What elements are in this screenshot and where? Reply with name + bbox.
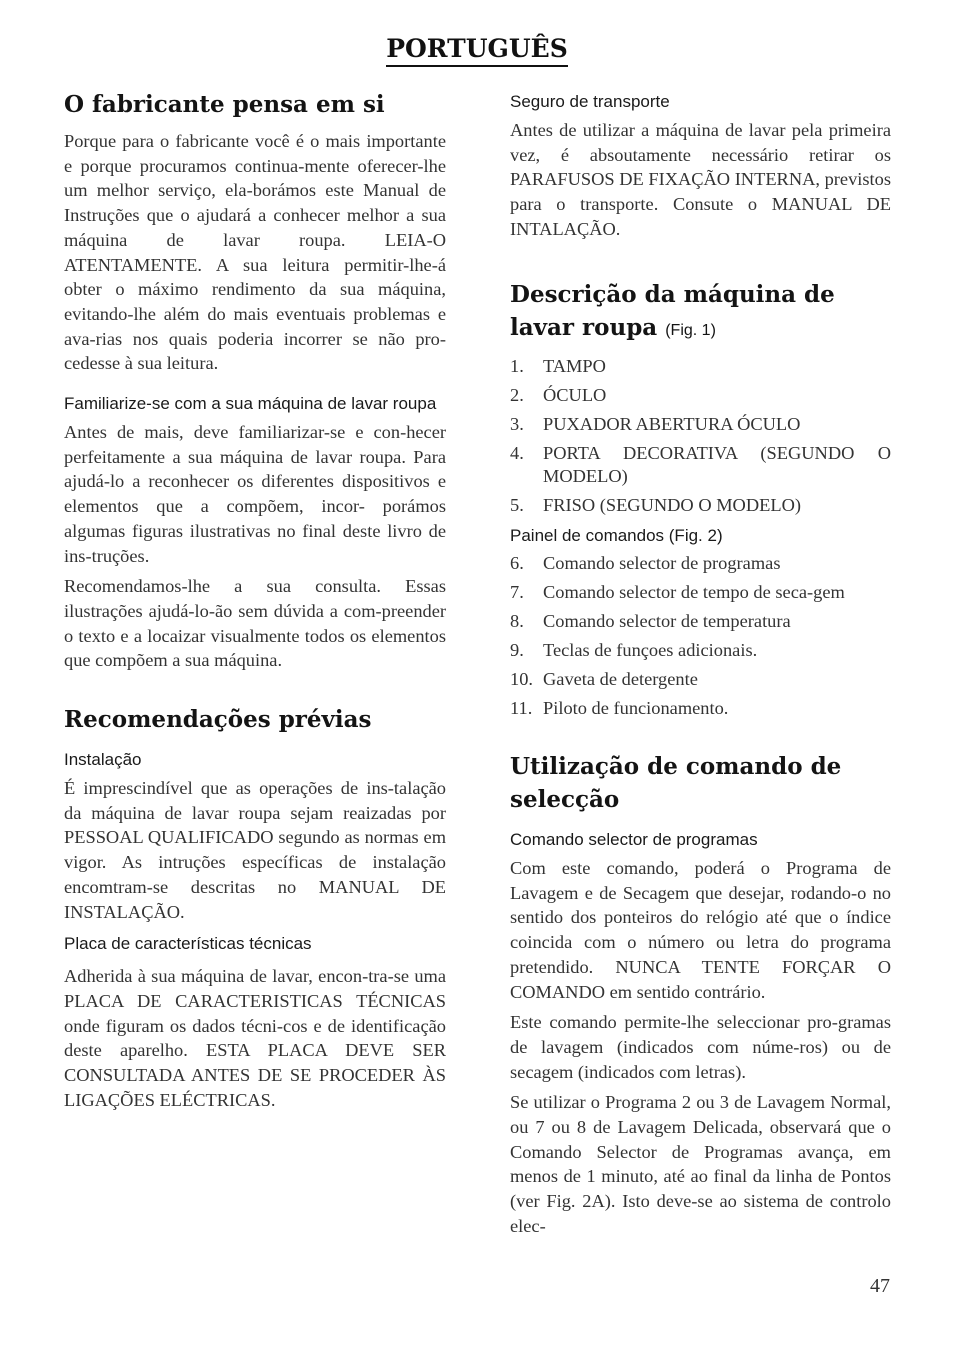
heading-descricao: Descrição da máquina de lavar roupa (Fig. 1) [510,280,835,341]
page-title: PORTUGUÊS [0,34,954,63]
subheading-instalacao: Instalação [64,750,142,770]
paragraph-recomendamos: Recomendamos-lhe a sua consulta. Essas ilustrações ajudá-lo-ão sem dúvida a com-preender o texto e a locaizar visualmente todos os elementos que compõem a sua máquina. [64,576,446,671]
list-item: 4. PORTA DECORATIVA (SEGUNDO O MODELO) [510,442,891,487]
page-number: 47 [870,1275,890,1297]
heading-utilizacao: Utilização de comando de selecção [510,753,842,814]
controls-list [510,552,891,721]
list-item: 8. Comando selector de temperatura [510,610,791,631]
list-item: 5. FRISO (SEGUNDO O MODELO) [510,495,801,516]
paragraph-comando-1: Com este comando, poderá o Programa de Lavagem e de Secagem que desejar, rodando-o no sentido dos ponteiros do relógio até que o índice coincida com o número ou letra do programa pretendido. NUNCA TENTE FORÇAR O COMANDO em sentido contrário. [510,858,891,1002]
list-item: 6. Comando selector de programas [510,552,781,573]
heading-recomendacoes: Recomendações prévias [64,706,372,734]
left-column [64,88,446,1119]
paragraph-comando-2: Este comando permite-lhe seleccionar pro-gramas de lavagem (indicados com núme-ros) ou de secagem (indicados com letras). [510,1012,891,1082]
subheading-familiarize: Familiarize-se com a sua máquina de lavar roupa [64,394,437,414]
fig-reference: (Fig. 1) [665,321,716,339]
list-item: 10. Gaveta de detergente [510,668,698,689]
subheading-placa: Placa de características técnicas [64,934,312,954]
paragraph-seguro: Antes de utilizar a máquina de lavar pela primeira vez, é absoutamente necessário retirar os PARAFUSOS DE FIXAÇÃO INTERNA, previstos para o transporte. Consute o MANUAL DE INTALAÇÃO. [510,120,891,239]
subheading-painel: Painel de comandos (Fig. 2) [510,525,723,545]
list-item: 11. Piloto de funcionamento. [510,697,729,718]
paragraph-familiarize: Antes de mais, deve familiarizar-se e con-hecer perfeitamente a sua máquina de lavar roupa. Para ajudá-lo a reconhecer os diferentes dispositivos e elementos que a compõem, incor- porámos algumas figuras ilustrativas no final deste livro de ins-truções. [64,422,446,566]
list-item: 1. TAMPO [510,355,606,376]
right-column [510,90,891,1245]
heading-fabricante: O fabricante pensa em si [64,91,385,118]
list-item: 2. ÓCULO [510,384,607,405]
subheading-seguro: Seguro de transporte [510,92,670,111]
paragraph-placa: Adherida à sua máquina de lavar, encon-tra-se uma PLACA DE CARACTERISTICAS TÉCNICAS onde figuram os dados técni-cos e de identificação deste aparelho. ESTA PLACA DEVE SER CONSULTADA ANTES DE SE PROCEDER ÀS LIGAÇÕES ELÉCTRICAS. [64,966,446,1110]
list-item: 9. Teclas de funçoes adicionais. [510,639,758,660]
paragraph-comando-3: Se utilizar o Programa 2 ou 3 de Lavagem Normal, ou 7 ou 8 de Lavagem Delicada, observará que o Comando Selector de Programas avança, em menos de 1 minuto, até ao final da linha de Pontos (ver Fig. 2A). Isto deve-se ao sistema de controlo elec- [510,1092,891,1236]
paragraph-instalacao: É imprescindível que as operações de ins-talação da máquina de lavar roupa sejam reaizadas por PESSOAL QUALIFICADO segundo as normas em vigor. As intruções específicas de instalação encomtram-se descritas no MANUAL DE INSTALAÇÃO. [64,778,446,922]
list-item: 3. PUXADOR ABERTURA ÓCULO [510,413,801,434]
paragraph-intro: Porque para o fabricante você é o mais importante e porque procuramos continua-mente oferecer-lhe um melhor serviço, ela-borámos este Manual de Instruções que o ajudará a conhecer melhor a sua máquina de lavar roupa. LEIA-O ATENTAMENTE. A sua leitura permitir-lhe-á obter o máximo rendimento da sua máquina, evitando-lhe além do mais eventuais problemas e ava-rias nos quais poderia incorrer se não pro-cedesse à sua leitura. [64,131,446,374]
parts-list [510,355,891,518]
list-item: 7. Comando selector de tempo de seca-gem [510,581,845,602]
subheading-comando-selector: Comando selector de programas [510,830,758,850]
